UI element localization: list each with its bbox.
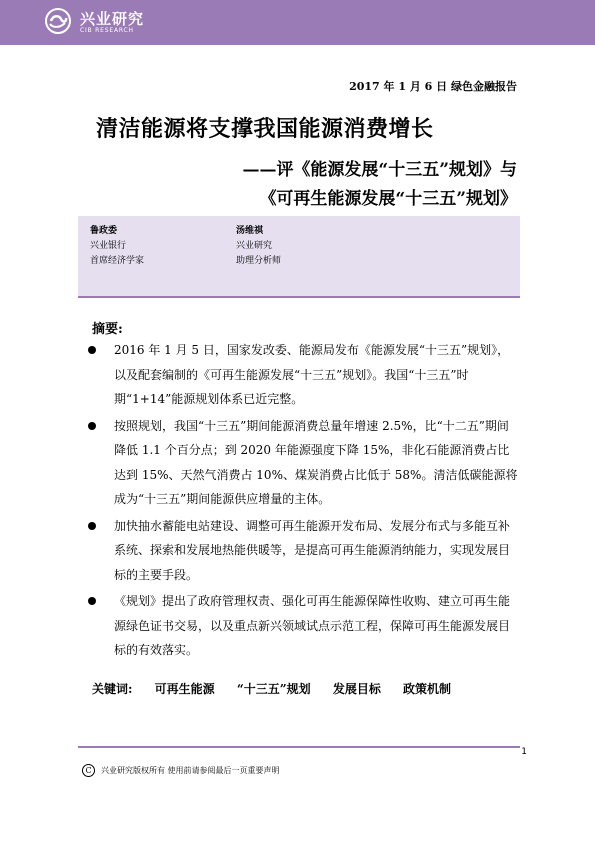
author-2 xyxy=(236,224,281,269)
summary-divider xyxy=(78,296,520,298)
bullet-icon xyxy=(88,597,96,605)
list-item xyxy=(88,589,520,663)
bullet-text: 《规划》提出了政府管理权责、强化可再生能源保障性收购、建立可再生能源绿色证书交易，以及重点新兴领域试点示范工程，保障可再生能源发展目标的有效落实。 xyxy=(114,594,511,657)
page-number: 1 xyxy=(521,747,527,757)
abstract-bullets xyxy=(88,338,520,665)
author-org: 兴业银行 xyxy=(90,241,127,251)
logo-text: 兴业研究 xyxy=(80,10,145,28)
author-role: 助理分析师 xyxy=(236,256,282,266)
bullet-text: 2016 年 1 月 5 日，国家发改委、能源局发布《能源发展“十三五”规划》，以及配套编制的《可再生能源发展“十三五”规划》。我国“十三五”时期“1+14”能源规划体系已近完整。 xyxy=(114,343,510,406)
cib-logo-icon xyxy=(45,8,71,34)
report-subtitle-line1: ——评《能源发展“十三五”规划》与 xyxy=(242,160,517,180)
list-item xyxy=(88,338,520,412)
header-bar xyxy=(0,0,595,45)
author-box xyxy=(78,216,520,296)
bullet-icon xyxy=(88,346,96,354)
bullet-text: 加快抽水蓄能电站建设、调整可再生能源开发布局、发展分布式与多能互补系统、探索和发展地热能供暖等，是提高可再生能源消纳能力，实现发展目标的主要手段。 xyxy=(114,518,511,582)
report-subtitle-line2: 《可再生能源发展“十三五”规划》 xyxy=(259,189,517,209)
author-role: 首席经济学家 xyxy=(90,256,145,266)
author-name: 汤维祺 xyxy=(236,226,264,236)
keyword: 政策机制 xyxy=(403,682,452,696)
abstract-heading: 摘要: xyxy=(92,322,123,337)
bullet-text: 按照规划，我国“十三五”期间能源消费总量年增速 2.5%，比“十二五”期间降低 1.1 个百分点；到 2020 年能源强度下降 15%，非化石能源消费占比达到 15%、天然气消费占 10%、煤炭消费占比低于 58%。清洁低碳能源将成为“十三五”期间能源供应增量的主体。 xyxy=(114,418,518,506)
copyright-notice xyxy=(82,764,280,777)
report-date: 2017 年 1 月 6 日 绿色金融报告 xyxy=(349,80,517,93)
logo-subtext: CIB RESEARCH xyxy=(80,27,134,34)
keyword: 发展目标 xyxy=(332,682,381,696)
report-title: 清洁能源将支撑我国能源消费增长 xyxy=(96,116,434,142)
list-item xyxy=(88,414,520,512)
copyright-icon: C xyxy=(82,764,95,777)
bullet-icon xyxy=(88,422,96,430)
keywords-label: 关键词: xyxy=(92,682,133,696)
list-item xyxy=(88,514,520,588)
keyword: “十三五”规划 xyxy=(236,682,311,696)
keywords-line xyxy=(92,680,469,697)
copyright-text: 兴业研究版权所有 使用前请参阅最后一页重要声明 xyxy=(101,766,280,775)
keyword: 可再生能源 xyxy=(154,682,215,696)
footer-divider xyxy=(78,746,520,748)
author-name: 鲁政委 xyxy=(90,226,118,236)
author-org: 兴业研究 xyxy=(236,241,273,251)
author-1 xyxy=(90,224,144,269)
bullet-icon xyxy=(88,522,96,530)
